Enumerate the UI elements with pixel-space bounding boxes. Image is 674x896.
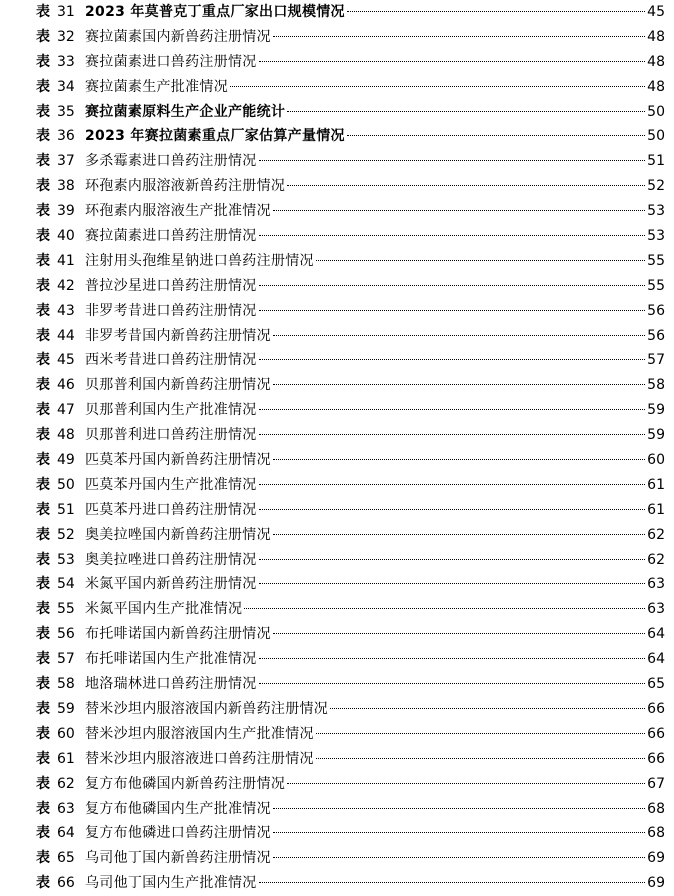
toc-entry-number: 34 — [57, 78, 75, 95]
toc-dot-leader — [259, 882, 645, 883]
toc-entry-number: 41 — [57, 252, 75, 269]
toc-entry-number: 66 — [57, 875, 75, 892]
toc-dot-leader — [316, 758, 645, 759]
toc-entry-page: 69 — [647, 850, 665, 867]
toc-entry-label: 表 — [36, 4, 50, 20]
toc-entry[interactable] — [36, 398, 665, 423]
toc-entry-number: 46 — [57, 377, 75, 394]
toc-entry[interactable] — [36, 747, 665, 772]
toc-entry-number: 63 — [57, 800, 75, 817]
toc-entry[interactable] — [36, 597, 665, 622]
toc-entry-title: 普拉沙星进口兽药注册情况 — [85, 277, 257, 294]
toc-entry-label: 表 — [36, 725, 50, 742]
toc-dot-leader — [244, 608, 645, 609]
toc-entry[interactable] — [36, 871, 665, 896]
toc-entry-title: 替米沙坦内服溶液进口兽药注册情况 — [85, 750, 314, 767]
toc-dot-leader — [316, 260, 645, 261]
toc-entry[interactable] — [36, 473, 665, 498]
toc-dot-leader — [259, 509, 645, 510]
toc-entry-label: 表 — [36, 676, 50, 693]
toc-entry-label: 表 — [36, 252, 50, 269]
toc-entry-number: 61 — [57, 750, 75, 767]
toc-entry-label: 表 — [36, 153, 50, 170]
toc-entry-label: 表 — [36, 402, 50, 419]
toc-entry-number: 62 — [57, 775, 75, 792]
toc-entry[interactable] — [36, 149, 665, 174]
toc-entry[interactable] — [36, 25, 665, 50]
toc-dot-leader — [287, 783, 645, 784]
toc-entry[interactable] — [36, 697, 665, 722]
toc-entry-number: 44 — [57, 327, 75, 344]
toc-entry-title: 非罗考昔国内新兽药注册情况 — [85, 327, 271, 344]
toc-entry-label: 表 — [36, 601, 50, 618]
toc-entry-number: 60 — [57, 725, 75, 742]
toc-dot-leader — [259, 434, 645, 435]
toc-dot-leader — [259, 658, 645, 659]
toc-dot-leader — [273, 459, 645, 460]
toc-entry-number: 37 — [57, 153, 75, 170]
toc-dot-leader — [330, 708, 645, 709]
toc-dot-leader — [273, 210, 645, 211]
toc-entry-page: 50 — [647, 128, 665, 145]
toc-dot-leader — [273, 335, 645, 336]
toc-entry-page: 59 — [647, 427, 665, 444]
toc-entry-label: 表 — [36, 178, 50, 195]
toc-entry[interactable] — [36, 299, 665, 324]
toc-entry[interactable] — [36, 50, 665, 75]
toc-entry-page: 69 — [647, 875, 665, 892]
toc-entry-label: 表 — [36, 700, 50, 717]
toc-entry-number: 55 — [57, 601, 75, 618]
toc-entry-label: 表 — [36, 775, 50, 792]
toc-entry-title: 复方布他磷国内生产批准情况 — [85, 800, 271, 817]
toc-entry[interactable] — [36, 498, 665, 523]
toc-dot-leader — [259, 409, 645, 410]
toc-entry-title: 替米沙坦内服溶液国内新兽药注册情况 — [85, 700, 329, 717]
toc-entry-page: 55 — [647, 277, 665, 294]
toc-entry-page: 48 — [647, 28, 665, 45]
toc-entry-page: 50 — [647, 103, 665, 120]
toc-entry-page: 66 — [647, 700, 665, 717]
toc-entry-label: 表 — [36, 203, 50, 220]
toc-entry-page: 58 — [647, 377, 665, 394]
toc-entry-number: 58 — [57, 676, 75, 693]
toc-entry-title: 布托啡诺国内新兽药注册情况 — [85, 626, 271, 643]
toc-entry[interactable] — [36, 224, 665, 249]
toc-entry-page: 53 — [647, 228, 665, 245]
toc-entry-page: 68 — [647, 825, 665, 842]
toc-entry-page: 63 — [647, 601, 665, 618]
toc-entry-page: 64 — [647, 626, 665, 643]
toc-entry[interactable] — [36, 100, 665, 125]
toc-entry-number: 53 — [57, 551, 75, 568]
toc-entry-number: 59 — [57, 700, 75, 717]
toc-entry-title: 米氮平国内新兽药注册情况 — [85, 576, 257, 593]
toc-entry-title: 非罗考昔进口兽药注册情况 — [85, 302, 257, 319]
toc-entry-label: 表 — [36, 277, 50, 294]
toc-entry-title: 贝那普利国内生产批准情况 — [85, 402, 257, 419]
toc-entry-number: 42 — [57, 277, 75, 294]
toc-entry-page: 65 — [647, 676, 665, 693]
toc-dot-leader — [259, 285, 645, 286]
toc-entry-number: 32 — [57, 28, 75, 45]
toc-entry-label: 表 — [36, 78, 50, 95]
toc-entry-title: 2023 年赛拉菌素重点厂家估算产量情况 — [85, 128, 345, 145]
toc-entry-label: 表 — [36, 452, 50, 469]
toc-entry-label: 表 — [36, 526, 50, 543]
toc-dot-leader — [230, 86, 645, 87]
toc-entry[interactable] — [36, 75, 665, 100]
toc-entry-label: 表 — [36, 103, 50, 120]
toc-entry-number: 64 — [57, 825, 75, 842]
toc-entry-title: 奥美拉唑进口兽药注册情况 — [85, 551, 257, 568]
toc-dot-leader — [273, 36, 645, 37]
toc-entry-page: 53 — [647, 203, 665, 220]
toc-entry-page: 61 — [647, 501, 665, 518]
toc-dot-leader — [259, 683, 645, 684]
toc-entry-label: 表 — [36, 501, 50, 518]
toc-dot-leader — [287, 111, 645, 112]
toc-entry-number: 54 — [57, 576, 75, 593]
toc-entry-title: 匹莫苯丹国内新兽药注册情况 — [85, 452, 271, 469]
toc-dot-leader — [273, 633, 645, 634]
toc-entry-title: 贝那普利国内新兽药注册情况 — [85, 377, 271, 394]
toc-entry-label: 表 — [36, 53, 50, 70]
toc-dot-leader — [273, 832, 645, 833]
toc-entry-title: 地洛瑞林进口兽药注册情况 — [85, 676, 257, 693]
toc-entry-title: 西米考昔进口兽药注册情况 — [85, 352, 257, 369]
toc-dot-leader — [259, 359, 645, 360]
toc-entry-title: 替米沙坦内服溶液国内生产批准情况 — [85, 725, 314, 742]
toc-entry-title: 环孢素内服溶液新兽药注册情况 — [85, 178, 286, 195]
toc-entry-page: 45 — [647, 4, 665, 20]
toc-entry-page: 51 — [647, 153, 665, 170]
toc-entry[interactable] — [36, 523, 665, 548]
toc-entry-label: 表 — [36, 327, 50, 344]
toc-dot-leader — [259, 61, 645, 62]
toc-entry[interactable] — [36, 423, 665, 448]
toc-entry[interactable] — [36, 772, 665, 797]
toc-dot-leader — [259, 583, 645, 584]
toc-entry-label: 表 — [36, 28, 50, 45]
toc-entry-title: 赛拉菌素国内新兽药注册情况 — [85, 28, 271, 45]
toc-entry-title: 复方布他磷进口兽药注册情况 — [85, 825, 271, 842]
toc-entry-label: 表 — [36, 850, 50, 867]
toc-entry-page: 56 — [647, 302, 665, 319]
toc-entry[interactable] — [36, 622, 665, 647]
toc-entry-number: 40 — [57, 228, 75, 245]
toc-entry-label: 表 — [36, 302, 50, 319]
toc-entry[interactable] — [36, 348, 665, 373]
toc-entry[interactable] — [36, 647, 665, 672]
toc-entry-number: 45 — [57, 352, 75, 369]
toc-entry-number: 51 — [57, 501, 75, 518]
toc-dot-leader — [347, 135, 645, 136]
toc-entry-title: 赛拉菌素生产批准情况 — [85, 78, 228, 95]
toc-entry[interactable] — [36, 448, 665, 473]
toc-dot-leader — [259, 484, 645, 485]
toc-entry-page: 59 — [647, 402, 665, 419]
toc-dot-leader — [316, 733, 645, 734]
toc-entry-label: 表 — [36, 128, 50, 145]
table-of-contents — [36, 0, 665, 896]
toc-entry-number: 52 — [57, 526, 75, 543]
toc-entry[interactable] — [36, 722, 665, 747]
toc-entry-label: 表 — [36, 825, 50, 842]
toc-entry-page: 52 — [647, 178, 665, 195]
toc-entry-page: 68 — [647, 800, 665, 817]
toc-entry[interactable] — [36, 548, 665, 573]
toc-entry-title: 布托啡诺国内生产批准情况 — [85, 651, 257, 668]
toc-entry-label: 表 — [36, 352, 50, 369]
toc-entry-page: 62 — [647, 551, 665, 568]
toc-entry-label: 表 — [36, 626, 50, 643]
toc-entry[interactable] — [36, 572, 665, 597]
toc-entry-title: 赛拉菌素原料生产企业产能统计 — [85, 103, 286, 120]
toc-entry[interactable] — [36, 124, 665, 149]
toc-entry[interactable] — [36, 373, 665, 398]
toc-entry-label: 表 — [36, 875, 50, 892]
toc-entry-page: 62 — [647, 526, 665, 543]
toc-dot-leader — [273, 857, 645, 858]
toc-entry[interactable] — [36, 846, 665, 871]
toc-entry-number: 49 — [57, 452, 75, 469]
toc-entry-number: 65 — [57, 850, 75, 867]
toc-entry-label: 表 — [36, 377, 50, 394]
toc-entry-label: 表 — [36, 551, 50, 568]
toc-dot-leader — [287, 185, 645, 186]
toc-entry-page: 57 — [647, 352, 665, 369]
toc-entry-number: 56 — [57, 626, 75, 643]
toc-entry-number: 35 — [57, 103, 75, 120]
toc-entry-page: 55 — [647, 252, 665, 269]
toc-entry-label: 表 — [36, 476, 50, 493]
toc-entry-label: 表 — [36, 427, 50, 444]
toc-entry-title: 乌司他丁国内生产批准情况 — [85, 875, 257, 892]
toc-entry-page: 48 — [647, 78, 665, 95]
toc-entry[interactable] — [36, 249, 665, 274]
toc-entry-title: 2023 年莫普克丁重点厂家出口规模情况 — [85, 4, 345, 20]
toc-entry[interactable] — [36, 797, 665, 822]
toc-entry-title: 匹莫苯丹进口兽药注册情况 — [85, 501, 257, 518]
toc-entry-title: 米氮平国内生产批准情况 — [85, 601, 243, 618]
toc-entry-page: 64 — [647, 651, 665, 668]
toc-entry-page: 63 — [647, 576, 665, 593]
toc-entry-title: 奥美拉唑国内新兽药注册情况 — [85, 526, 271, 543]
toc-entry[interactable] — [36, 199, 665, 224]
toc-entry-title: 乌司他丁国内新兽药注册情况 — [85, 850, 271, 867]
toc-entry-number: 57 — [57, 651, 75, 668]
toc-entry-title: 复方布他磷国内新兽药注册情况 — [85, 775, 286, 792]
toc-entry-label: 表 — [36, 576, 50, 593]
toc-dot-leader — [259, 235, 645, 236]
toc-entry-title: 赛拉菌素进口兽药注册情况 — [85, 53, 257, 70]
toc-entry-number: 36 — [57, 128, 75, 145]
toc-entry-number: 48 — [57, 427, 75, 444]
toc-entry[interactable] — [36, 0, 665, 25]
toc-dot-leader — [273, 534, 645, 535]
toc-entry-title: 注射用头孢维星钠进口兽药注册情况 — [85, 252, 314, 269]
toc-entry[interactable] — [36, 274, 665, 299]
toc-entry-page: 56 — [647, 327, 665, 344]
toc-entry-page: 67 — [647, 775, 665, 792]
toc-entry[interactable] — [36, 821, 665, 846]
toc-entry-label: 表 — [36, 800, 50, 817]
toc-entry-title: 环孢素内服溶液生产批准情况 — [85, 203, 271, 220]
toc-entry-number: 38 — [57, 178, 75, 195]
toc-entry-number: 39 — [57, 203, 75, 220]
toc-entry-page: 61 — [647, 476, 665, 493]
toc-entry-page: 48 — [647, 53, 665, 70]
toc-entry-title: 赛拉菌素进口兽药注册情况 — [85, 228, 257, 245]
toc-entry-page: 66 — [647, 725, 665, 742]
toc-entry[interactable] — [36, 324, 665, 349]
toc-entry-number: 31 — [57, 4, 75, 20]
toc-entry-page: 66 — [647, 750, 665, 767]
toc-entry-label: 表 — [36, 750, 50, 767]
toc-entry-number: 50 — [57, 476, 75, 493]
toc-entry-number: 43 — [57, 302, 75, 319]
toc-dot-leader — [259, 160, 645, 161]
toc-entry-number: 47 — [57, 402, 75, 419]
toc-dot-leader — [273, 808, 645, 809]
toc-entry[interactable] — [36, 174, 665, 199]
toc-dot-leader — [259, 559, 645, 560]
toc-entry-page: 60 — [647, 452, 665, 469]
toc-entry-title: 贝那普利进口兽药注册情况 — [85, 427, 257, 444]
toc-entry[interactable] — [36, 672, 665, 697]
toc-entry-label: 表 — [36, 651, 50, 668]
toc-dot-leader — [273, 384, 645, 385]
toc-dot-leader — [347, 11, 645, 12]
toc-dot-leader — [259, 310, 645, 311]
toc-entry-label: 表 — [36, 228, 50, 245]
toc-entry-title: 匹莫苯丹国内生产批准情况 — [85, 476, 257, 493]
toc-entry-title: 多杀霉素进口兽药注册情况 — [85, 153, 257, 170]
toc-entry-number: 33 — [57, 53, 75, 70]
